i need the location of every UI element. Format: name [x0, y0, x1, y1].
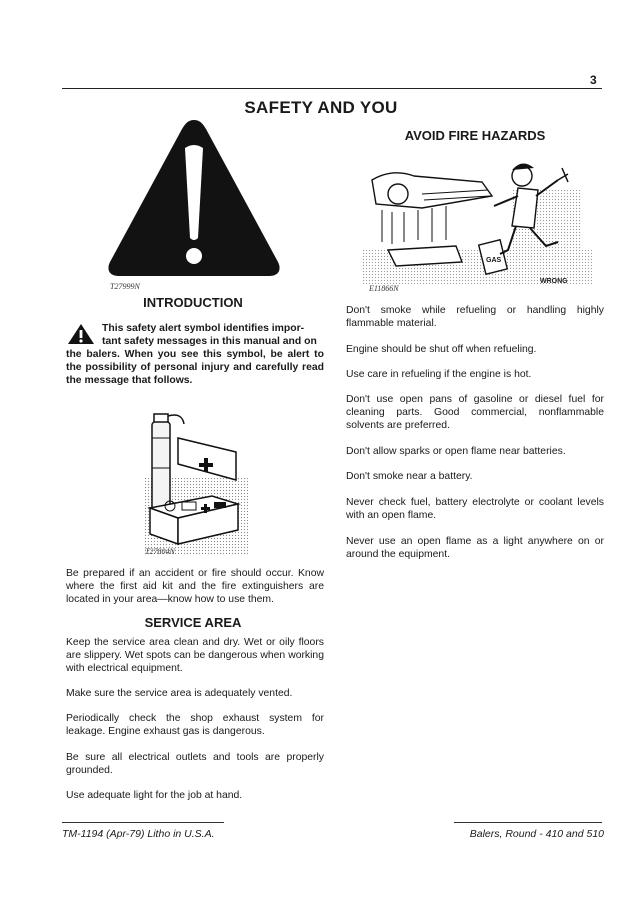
service-paragraph-4: Be sure all electrical outlets and tools are properly grounded. [66, 752, 324, 777]
footer-left: TM-1194 (Apr-79) Litho in U.S.A. [62, 828, 215, 840]
fire-paragraph-3: Use care in refueling if the engine is hot. [346, 369, 532, 380]
intro-alert-text: the balers. When you see this symbol, be alert to the possibility of personal injury and carefully read the message that follows. [66, 349, 324, 387]
fire-paragraph-4: Don't use open pans of gasoline or diesel fuel for cleaning parts. Good commercial, nonflammable solvents are preferred. [346, 394, 604, 432]
page-title: SAFETY AND YOU [244, 98, 398, 117]
service-paragraph-1: Keep the service area clean and dry. Wet or oily floors are slippery. Wet spots can be dangerous when working with electrical equipment. [66, 637, 324, 675]
footer-rule-left [62, 822, 224, 823]
footer-rule-right [454, 822, 602, 823]
service-area-heading: SERVICE AREA [144, 615, 242, 630]
wrong-label: WRONG [540, 278, 568, 285]
fire-hazard-illustration [362, 150, 592, 290]
fire-paragraph-1: Don't smoke while refueling or handling highly flammable material. [346, 305, 604, 330]
warning-triangle-icon [102, 112, 286, 288]
header-rule [62, 88, 602, 89]
fire-paragraph-5: Don't allow sparks or open flame near batteries. [346, 446, 566, 457]
fire-paragraph-8: Never use an open flame as a light anywhere on or around the equipment. [346, 536, 604, 561]
figure-code-fire: E11866N [369, 284, 399, 293]
introduction-heading: INTRODUCTION [143, 295, 243, 310]
service-paragraph-5: Use adequate light for the job at hand. [66, 790, 243, 801]
gas-can-label: GAS [486, 257, 502, 264]
first-aid-kit-illustration [138, 408, 248, 556]
safety-alert-illustration [102, 112, 286, 288]
first-aid-paragraph: Be prepared if an accident or fire should occur. Know where the first aid kit and the fire extinguishers are located in your area—know how to use them. [66, 568, 324, 606]
page-number: 3 [590, 73, 597, 87]
intro-alert-line-1: This safety alert symbol identifies impor- [102, 323, 305, 334]
footer-right: Balers, Round - 410 and 510 [469, 828, 604, 840]
fire-paragraph-7: Never check fuel, battery electrolyte or coolant levels with an open flame. [346, 497, 604, 522]
figure-code-alert: T27999N [110, 282, 140, 291]
small-alert-icon [66, 322, 96, 346]
service-paragraph-2: Make sure the service area is adequately vented. [66, 688, 293, 699]
figure-code-first-aid: T27804N [145, 547, 175, 556]
fire-paragraph-6: Don't smoke near a battery. [346, 471, 473, 482]
fire-hazards-heading: AVOID FIRE HAZARDS [404, 128, 546, 143]
service-paragraph-3: Periodically check the shop exhaust system for leakage. Engine exhaust gas is dangerous. [66, 713, 324, 738]
fire-paragraph-2: Engine should be shut off when refueling. [346, 344, 537, 355]
intro-alert-line-2: tant safety messages in this manual and on [102, 336, 317, 347]
